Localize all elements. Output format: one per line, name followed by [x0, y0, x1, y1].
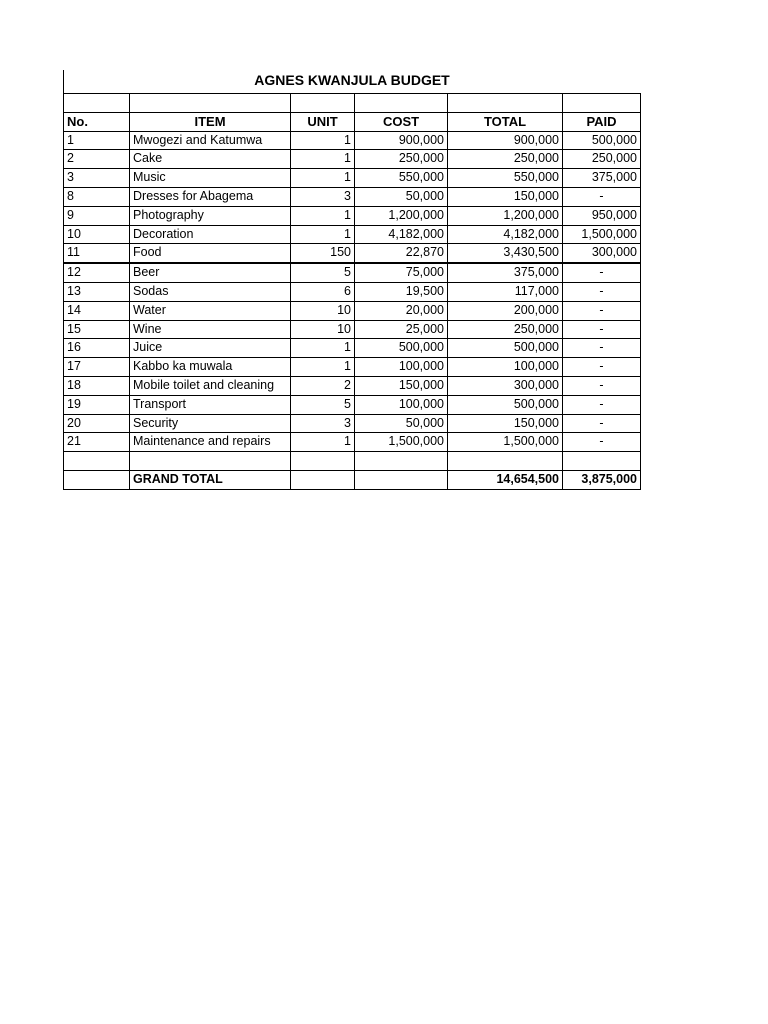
cell-no: 12 — [64, 263, 130, 282]
cell-unit: 1 — [291, 339, 355, 358]
cell-item: Food — [130, 244, 291, 263]
cell-no: 14 — [64, 301, 130, 320]
cell-unit: 1 — [291, 169, 355, 188]
cell-total: 550,000 — [448, 169, 563, 188]
table-row — [64, 301, 641, 320]
table-row — [64, 131, 641, 150]
cell-no: 8 — [64, 187, 130, 206]
cell-unit: 1 — [291, 433, 355, 452]
cell-no: 11 — [64, 244, 130, 263]
table-row — [64, 206, 641, 225]
cell-cost: 1,200,000 — [355, 206, 448, 225]
cell-paid: - — [563, 414, 641, 433]
cell-unit: 150 — [291, 244, 355, 263]
empty-cell — [291, 452, 355, 471]
header-paid: PAID — [563, 112, 641, 131]
cell-total: 4,182,000 — [448, 225, 563, 244]
cell-cost: 100,000 — [355, 358, 448, 377]
cell-total: 100,000 — [448, 358, 563, 377]
empty-cell — [64, 470, 130, 489]
cell-no: 2 — [64, 150, 130, 169]
grand-total-label: GRAND TOTAL — [130, 470, 291, 489]
cell-unit: 1 — [291, 206, 355, 225]
table-row — [64, 187, 641, 206]
budget-table — [63, 93, 641, 490]
cell-unit: 1 — [291, 131, 355, 150]
table-row — [64, 395, 641, 414]
cell-item: Music — [130, 169, 291, 188]
cell-cost: 50,000 — [355, 187, 448, 206]
blank-row — [64, 94, 641, 113]
empty-cell — [563, 452, 641, 471]
cell-cost: 550,000 — [355, 169, 448, 188]
cell-no: 10 — [64, 225, 130, 244]
cell-total: 500,000 — [448, 395, 563, 414]
cell-item: Sodas — [130, 282, 291, 301]
cell-total: 1,500,000 — [448, 433, 563, 452]
table-row — [64, 358, 641, 377]
cell-item: Maintenance and repairs — [130, 433, 291, 452]
cell-unit: 5 — [291, 395, 355, 414]
empty-cell — [448, 452, 563, 471]
cell-cost: 19,500 — [355, 282, 448, 301]
cell-unit: 2 — [291, 376, 355, 395]
cell-no: 20 — [64, 414, 130, 433]
cell-total: 900,000 — [448, 131, 563, 150]
cell-paid: 300,000 — [563, 244, 641, 263]
cell-no: 17 — [64, 358, 130, 377]
empty-cell — [291, 470, 355, 489]
empty-cell — [130, 452, 291, 471]
cell-paid: 250,000 — [563, 150, 641, 169]
cell-item: Dresses for Abagema — [130, 187, 291, 206]
cell-item: Juice — [130, 339, 291, 358]
cell-total: 200,000 — [448, 301, 563, 320]
cell-cost: 500,000 — [355, 339, 448, 358]
grand-total-row — [64, 470, 641, 489]
table-row — [64, 414, 641, 433]
cell-cost: 1,500,000 — [355, 433, 448, 452]
cell-cost: 25,000 — [355, 320, 448, 339]
cell-no: 19 — [64, 395, 130, 414]
cell-cost: 900,000 — [355, 131, 448, 150]
blank-row — [64, 452, 641, 471]
table-row — [64, 339, 641, 358]
table-row — [64, 150, 641, 169]
cell-cost: 20,000 — [355, 301, 448, 320]
cell-total: 1,200,000 — [448, 206, 563, 225]
cell-unit: 5 — [291, 263, 355, 282]
cell-item: Photography — [130, 206, 291, 225]
cell-cost: 50,000 — [355, 414, 448, 433]
budget-title: AGNES KWANJULA BUDGET — [254, 72, 450, 88]
cell-no: 13 — [64, 282, 130, 301]
cell-cost: 75,000 — [355, 263, 448, 282]
cell-unit: 3 — [291, 187, 355, 206]
cell-item: Beer — [130, 263, 291, 282]
cell-total: 500,000 — [448, 339, 563, 358]
grand-total-value: 14,654,500 — [448, 470, 563, 489]
table-row — [64, 433, 641, 452]
cell-unit: 3 — [291, 414, 355, 433]
cell-unit: 1 — [291, 225, 355, 244]
title-row — [63, 70, 640, 93]
table-row — [64, 169, 641, 188]
cell-cost: 250,000 — [355, 150, 448, 169]
cell-unit: 6 — [291, 282, 355, 301]
cell-paid: - — [563, 376, 641, 395]
header-total: TOTAL — [448, 112, 563, 131]
cell-item: Decoration — [130, 225, 291, 244]
table-row — [64, 263, 641, 282]
header-unit: UNIT — [291, 112, 355, 131]
cell-paid: 375,000 — [563, 169, 641, 188]
cell-paid: - — [563, 395, 641, 414]
cell-item: Transport — [130, 395, 291, 414]
cell-cost: 22,870 — [355, 244, 448, 263]
cell-paid: - — [563, 320, 641, 339]
cell-no: 16 — [64, 339, 130, 358]
table-row — [64, 225, 641, 244]
header-item: ITEM — [130, 112, 291, 131]
cell-no: 1 — [64, 131, 130, 150]
cell-unit: 1 — [291, 358, 355, 377]
cell-no: 18 — [64, 376, 130, 395]
cell-cost: 150,000 — [355, 376, 448, 395]
cell-paid: - — [563, 263, 641, 282]
table-row — [64, 320, 641, 339]
cell-paid: - — [563, 282, 641, 301]
cell-total: 250,000 — [448, 150, 563, 169]
table-row — [64, 244, 641, 263]
cell-no: 9 — [64, 206, 130, 225]
cell-unit: 1 — [291, 150, 355, 169]
cell-paid: - — [563, 358, 641, 377]
cell-total: 250,000 — [448, 320, 563, 339]
cell-cost: 4,182,000 — [355, 225, 448, 244]
cell-paid: - — [563, 339, 641, 358]
cell-item: Water — [130, 301, 291, 320]
header-row — [64, 112, 641, 131]
cell-paid: 500,000 — [563, 131, 641, 150]
cell-paid: 950,000 — [563, 206, 641, 225]
grand-total-paid: 3,875,000 — [563, 470, 641, 489]
cell-total: 3,430,500 — [448, 244, 563, 263]
empty-cell — [355, 452, 448, 471]
cell-paid: 1,500,000 — [563, 225, 641, 244]
cell-item: Security — [130, 414, 291, 433]
header-cost: COST — [355, 112, 448, 131]
cell-item: Mwogezi and Katumwa — [130, 131, 291, 150]
cell-paid: - — [563, 433, 641, 452]
cell-paid: - — [563, 187, 641, 206]
cell-total: 150,000 — [448, 414, 563, 433]
empty-cell — [355, 470, 448, 489]
cell-item: Cake — [130, 150, 291, 169]
cell-total: 300,000 — [448, 376, 563, 395]
cell-no: 21 — [64, 433, 130, 452]
cell-total: 150,000 — [448, 187, 563, 206]
cell-no: 3 — [64, 169, 130, 188]
cell-item: Mobile toilet and cleaning — [130, 376, 291, 395]
cell-paid: - — [563, 301, 641, 320]
cell-item: Kabbo ka muwala — [130, 358, 291, 377]
header-no: No. — [64, 112, 130, 131]
empty-cell — [64, 452, 130, 471]
cell-item: Wine — [130, 320, 291, 339]
table-row — [64, 282, 641, 301]
budget-sheet — [63, 70, 641, 490]
cell-no: 15 — [64, 320, 130, 339]
cell-total: 375,000 — [448, 263, 563, 282]
cell-cost: 100,000 — [355, 395, 448, 414]
cell-unit: 10 — [291, 301, 355, 320]
table-row — [64, 376, 641, 395]
cell-unit: 10 — [291, 320, 355, 339]
cell-total: 117,000 — [448, 282, 563, 301]
